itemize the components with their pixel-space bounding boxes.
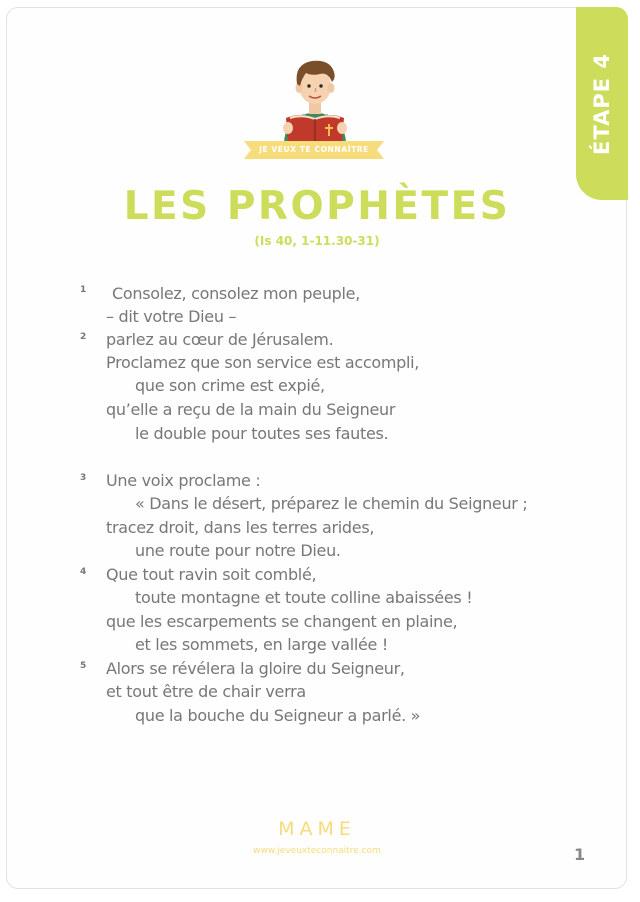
- verse-line: Proclamez que son service est accompli,: [106, 353, 420, 372]
- verse-line: – dit votre Dieu –: [106, 307, 237, 326]
- verse-number: 5: [80, 661, 87, 671]
- boy-reading-bible-icon: [276, 54, 354, 142]
- verse-line: que la bouche du Seigneur a parlé. »: [135, 706, 421, 725]
- verse-line: toute montagne et toute colline abaissées !: [135, 588, 473, 607]
- publisher-logo: MAME: [278, 818, 356, 840]
- verse-number: 2: [80, 332, 87, 342]
- verse-line: qu’elle a reçu de la main du Seigneur: [106, 400, 396, 419]
- page-number: 1: [574, 845, 586, 864]
- website-link[interactable]: www.jeveuxteconnaitre.com: [253, 846, 381, 856]
- verse-line: Que tout ravin soit comblé,: [106, 565, 317, 584]
- verse-line: tracez droit, dans les terres arides,: [106, 518, 375, 537]
- verse-line: « Dans le désert, préparez le chemin du Seigneur ;: [135, 494, 528, 513]
- step-tab: [576, 7, 628, 200]
- verse-line: le double pour toutes ses fautes.: [135, 424, 389, 443]
- series-banner: [244, 141, 384, 159]
- verse-line: et tout être de chair verra: [106, 682, 306, 701]
- verse-line: parlez au cœur de Jérusalem.: [106, 330, 334, 349]
- verse-line: Une voix proclame :: [106, 471, 261, 490]
- scripture-reference: (Is 40, 1-11.30-31): [254, 234, 380, 248]
- verse-line: une route pour notre Dieu.: [135, 541, 341, 560]
- verse-line: que les escarpements se changent en plaine,: [106, 612, 458, 631]
- verse-line: Alors se révélera la gloire du Seigneur,: [106, 659, 405, 678]
- page-title: LES PROPHÈTES: [123, 184, 511, 229]
- verse-number: 3: [80, 473, 87, 483]
- verse-number: 1: [80, 285, 87, 295]
- banner-label: JE VEUX TE CONNAÎTRE: [259, 145, 369, 154]
- step-label: ÉTAPE 4: [590, 52, 614, 155]
- verse-line: et les sommets, en large vallée !: [135, 635, 388, 654]
- verse-line: Consolez, consolez mon peuple,: [112, 284, 360, 303]
- verse-number: 4: [80, 567, 87, 577]
- verse-line: que son crime est expié,: [135, 376, 325, 395]
